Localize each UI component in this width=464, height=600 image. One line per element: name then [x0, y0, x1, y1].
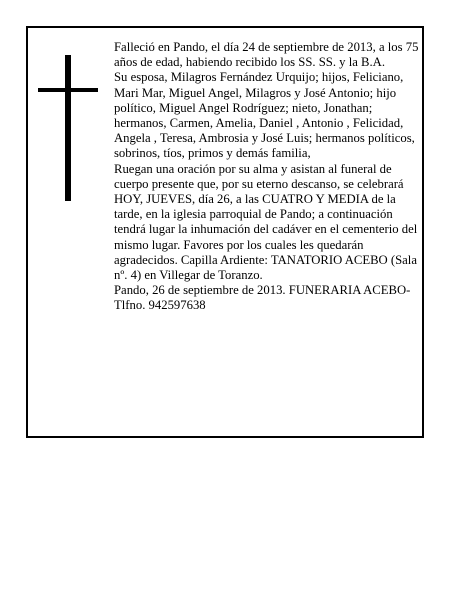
- place-date-funeral-home: Pando, 26 de septiembre de 2013. FUNERARIA ACEBO-Tlfno. 942597638: [114, 283, 411, 313]
- family-list: Su esposa, Milagros Fernández Urquijo; hijos, Feliciano, Mari Mar, Miguel Angel, Milagros y José Antonio; hijo político, Miguel Angel Rodríguez; nieto, Jonathan; hermanos, Carmen, Amelia, Daniel , Antonio , Felicidad, Angela , Teresa, Ambrosia y José Luis; hermanos políticos, sobrinos, tíos, primos y demás familia,: [114, 70, 415, 161]
- latin-cross-icon: [38, 55, 98, 201]
- obituary-notice: [26, 26, 424, 438]
- death-announcement: Falleció en Pando, el día 24 de septiembre de 2013, a los 75 años de edad, habiendo recibido los SS. SS. y la B.A.: [114, 40, 419, 70]
- obituary-text: [114, 40, 420, 314]
- funeral-details: Ruegan una oración por su alma y asistan al funeral de cuerpo presente que, por su eterno descanso, se celebrará HOY, JUEVES, día 26, a las CUATRO Y MEDIA de la tarde, en la iglesia parroquial de Pando; a continuación tendrá lugar la inhumación del cadáver en el cementerio del mismo lugar. Favores por los cuales les quedarán agradecidos. Capilla Ardiente: TANATORIO ACEBO (Sala nº. 4) en Villegar de Toranzo.: [114, 161, 418, 283]
